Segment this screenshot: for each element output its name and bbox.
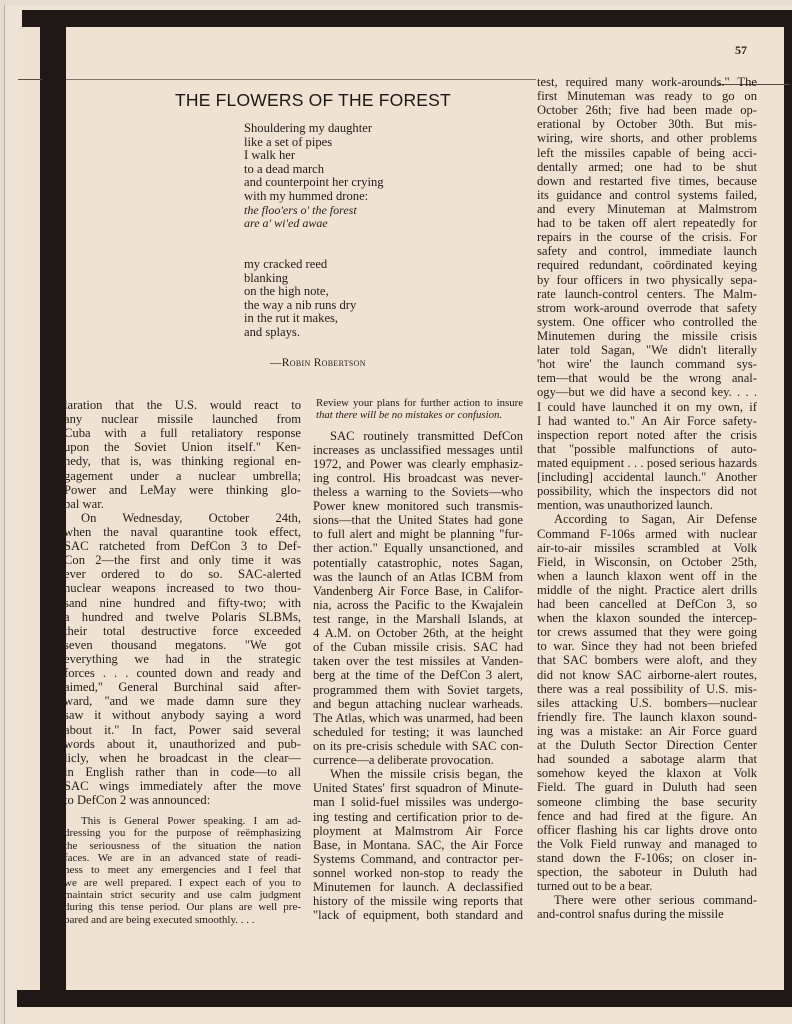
text-line: mated equipment . . . posed serious hazards bbox=[537, 455, 757, 470]
text-line: the Volk Field runway and managed to bbox=[537, 836, 757, 851]
text-line: ing control. His broadcast was never- bbox=[313, 470, 523, 485]
text-line: rate launch-control centers. The Malm- bbox=[537, 286, 757, 301]
text-line: when a launch klaxon went off in the bbox=[537, 568, 757, 583]
text-line: sand nine hundred and fifty-two; with bbox=[64, 595, 301, 610]
text-line: words about it, unauthorized and pub- bbox=[64, 736, 301, 751]
text-line: to full alert and might be planning "fur- bbox=[313, 527, 523, 542]
text-line: I could have launched it on my own, if bbox=[537, 399, 757, 414]
text-line: somehow keyed the klaxon at Volk bbox=[537, 766, 757, 781]
text-line: nia, across the Pacific to the Kwajalein bbox=[313, 597, 523, 612]
text-line: nuclear weapons increased to two thou- bbox=[64, 581, 301, 596]
text-line: test range, in the Marshall Islands, at bbox=[313, 612, 523, 627]
text-line: air-to-air missiles scrambled at Volk bbox=[537, 540, 757, 555]
text-line: [including] accidental launch." Another bbox=[537, 470, 757, 485]
scan-rule bbox=[18, 79, 42, 80]
poem-line: in the rut it makes, bbox=[244, 311, 339, 326]
text-line: first Minuteman was ready to go on bbox=[537, 89, 757, 104]
article-text bbox=[64, 398, 301, 807]
text-line: by four officers in two physically sepa- bbox=[537, 272, 757, 287]
text-line: ther action." Equally unsanctioned, and bbox=[313, 541, 523, 556]
text-line: to war. Since they had not been briefed bbox=[537, 639, 757, 654]
text-line: 1972, and Power was clearly emphasiz- bbox=[313, 456, 523, 471]
stanza-break bbox=[244, 244, 524, 258]
text-line: and begun attaching nuclear warheads. bbox=[313, 696, 523, 711]
text-line: someone climbing the base security bbox=[537, 794, 757, 809]
text-line: Systems Command, and contractor per- bbox=[313, 851, 523, 866]
text-line: Field, in Wisconsin, on October 25th, bbox=[537, 554, 757, 569]
text-line: about it." In fact, Power said several bbox=[64, 722, 301, 737]
article-text bbox=[537, 75, 757, 922]
text-line: when the naval quarantine took effect, bbox=[64, 524, 301, 539]
text-line: pared and are being executed smoothly. . . . bbox=[64, 913, 255, 926]
poem-line: with my hummed drone: bbox=[244, 188, 369, 203]
text-line: 4 A.M. on October 26th, at the height bbox=[313, 626, 523, 641]
poem-line: the floo'ers o' the forest bbox=[244, 202, 357, 217]
poem-line: to a dead march bbox=[244, 161, 325, 176]
frame-top-bar bbox=[22, 10, 792, 27]
text-line: Minutemen for launch. A declassified bbox=[313, 880, 523, 895]
text-line: sions—that the United States had gone bbox=[313, 513, 523, 528]
text-line: potentially catastrophic, notes Sagan, bbox=[313, 555, 523, 570]
poem-line: Shouldering my daughter bbox=[244, 121, 373, 135]
text-line: there was a real possibility of U.S. mis- bbox=[537, 681, 757, 696]
scan-rule bbox=[66, 79, 536, 80]
text-line: dentally armed; one had to be shut bbox=[537, 159, 757, 174]
frame-bottom-bar bbox=[17, 990, 792, 1007]
text-line: Power and LeMay were thinking glo- bbox=[64, 482, 301, 497]
text-line: fence and had fired at the figure. An bbox=[537, 808, 757, 823]
text-line: that SAC bombers were aloft, and they bbox=[537, 653, 757, 668]
text-line: possibility, which the inspectors did not bbox=[537, 484, 757, 499]
text-line: stand down the F-106s; on closer in- bbox=[537, 851, 757, 866]
text-line: had to be taken off alert repeatedly for bbox=[537, 216, 757, 231]
text-line: a hundred and twelve Polaris SLBMs, bbox=[64, 609, 301, 624]
text-line: middle of the night. Practice alert drills bbox=[537, 582, 757, 597]
text-line: and every Minuteman at Malmstrom bbox=[537, 201, 757, 216]
text-line: maintain strict security and use calm judgment bbox=[64, 888, 301, 901]
text-line: I had wanted to." An Air Force safety- bbox=[537, 413, 757, 428]
text-line: The Atlas, which was unarmed, had been bbox=[313, 710, 523, 725]
text-line: berg at the time of the DefCon 3 alert, bbox=[313, 668, 523, 683]
text-line: down and restarted five times, because bbox=[537, 173, 757, 188]
text-line: ward, "and we made damn sure they bbox=[64, 694, 301, 709]
poem-line: blanking bbox=[244, 270, 289, 285]
poem-line: the way a nib runs dry bbox=[244, 297, 357, 312]
text-line: dressing you for the purpose of reëmphasizing bbox=[64, 827, 301, 840]
text-line: that there will be no mistakes or confusion. bbox=[316, 409, 503, 422]
poem-line: like a set of pipes bbox=[244, 134, 333, 149]
article-column-middle bbox=[313, 397, 523, 922]
text-line: when the klaxon sounded the intercep- bbox=[537, 611, 757, 626]
text-line: ness to meet any emergencies and I feel that bbox=[64, 864, 301, 877]
text-line: we are well prepared. I expect each of you to bbox=[64, 876, 301, 889]
text-line: later told Sagan, "We didn't literally bbox=[537, 343, 757, 358]
text-line: gagement under a nuclear umbrella; bbox=[64, 468, 301, 483]
text-line: October 26th; five had been made op- bbox=[537, 103, 757, 118]
text-line: ever ordered to do so. SAC-alerted bbox=[64, 567, 301, 582]
text-line: SAC ratcheted from DefCon 3 to Def- bbox=[64, 539, 301, 554]
text-line: upon the Soviet Union itself." Ken- bbox=[64, 440, 301, 455]
text-line: friendly fire. The launch klaxon sound- bbox=[537, 709, 757, 724]
text-line: tor crews assumed that they were going bbox=[537, 625, 757, 640]
text-line: "lack of equipment, both standard and bbox=[313, 908, 523, 923]
text-line: mention, was unauthorized launch. bbox=[537, 498, 713, 513]
text-line: did not know SAC airborne-alert routes, bbox=[537, 667, 757, 682]
text-line: ogy—but we did have a second key. . . . bbox=[537, 385, 757, 400]
article-text bbox=[313, 429, 523, 923]
poem-line: and splays. bbox=[244, 324, 300, 339]
text-line: system. One officer who controlled the bbox=[537, 314, 757, 329]
text-line: SAC wings immediately after the move bbox=[64, 778, 301, 793]
text-line: Base, in Montana. SAC, the Air Force bbox=[313, 837, 523, 852]
text-line: faces. We are in an advanced state of readi- bbox=[64, 852, 301, 865]
text-line: scheduled for testing; it was launched bbox=[313, 724, 523, 739]
text-line: siles attacking U.S. bombers—nuclear bbox=[537, 695, 757, 710]
poem-body bbox=[244, 122, 524, 340]
text-line: Command F-106s armed with nuclear bbox=[537, 526, 757, 541]
text-line: any nuclear missile launched from bbox=[64, 412, 301, 427]
text-line: erational by October 30th. But mis- bbox=[537, 117, 757, 132]
text-line: on its pre-crisis schedule with SAC con- bbox=[313, 739, 523, 753]
text-line: at the Duluth Sector Direction Center bbox=[537, 738, 757, 753]
text-line: Review your plans for further action to insure bbox=[316, 397, 523, 409]
text-line: man I solid-fuel missiles was undergo- bbox=[313, 795, 523, 810]
text-line: during this tense period. Our plans are well pre- bbox=[64, 901, 301, 914]
text-line: sonnel worked non-stop to ready the bbox=[313, 865, 523, 880]
text-line: There were other serious command- bbox=[554, 893, 757, 908]
text-line: turned out to be a bear. bbox=[537, 879, 653, 894]
text-line: According to Sagan, Air Defense bbox=[554, 512, 757, 527]
block-quote bbox=[64, 815, 301, 926]
text-line: to DefCon 2 was announced: bbox=[64, 793, 211, 808]
text-line: strom work-around overrode that safety bbox=[537, 300, 757, 315]
poem-line: are a' wi'ed awae bbox=[244, 216, 328, 231]
text-line: left the missiles capable of being acci- bbox=[537, 145, 757, 160]
text-line: Con 2—the first and only time it was bbox=[64, 553, 301, 568]
poem-line: on the high note, bbox=[244, 284, 329, 299]
text-line: Field. The guard in Duluth had seen bbox=[537, 780, 757, 795]
text-line: Vandenberg Air Force Base, in Califor- bbox=[313, 583, 523, 598]
text-line: officer flashing his car lights drove onto bbox=[537, 822, 757, 837]
text-line: On Wednesday, October 24th, bbox=[81, 510, 301, 525]
text-line: its guidance and control systems failed, bbox=[537, 187, 757, 202]
text-line: SAC routinely transmitted DefCon bbox=[330, 428, 523, 443]
article-column-left bbox=[64, 398, 301, 926]
text-line: 'hot wire' the launch command sys- bbox=[537, 357, 757, 372]
text-line: bal war. bbox=[64, 496, 104, 511]
page-number: 57 bbox=[735, 43, 747, 57]
article-column-right bbox=[537, 75, 757, 922]
text-line: Power knew monitored such transmis- bbox=[313, 499, 523, 514]
text-line: everything we had in the strategic bbox=[64, 651, 301, 666]
text-line: of the Cuban missile crisis. SAC had bbox=[313, 640, 523, 655]
text-line: their total destructive force exceeded bbox=[64, 623, 301, 638]
text-line: increases as unclassified messages until bbox=[313, 442, 523, 457]
frame-right-bar bbox=[784, 10, 792, 1007]
block-quote-continued bbox=[316, 397, 523, 422]
poem-line: I walk her bbox=[244, 148, 296, 163]
text-line: saw it without anybody saying a word bbox=[64, 708, 301, 723]
text-line: licly, when he broadcast in the clear— bbox=[64, 750, 301, 765]
text-line: taken over the test missiles at Vanden- bbox=[313, 654, 523, 669]
poem-author: —Robin Robertson bbox=[270, 357, 366, 369]
poem-title: THE FLOWERS OF THE FOREST bbox=[175, 90, 451, 110]
text-line: Minutemen during the missile crisis bbox=[537, 328, 757, 343]
text-line: repairs in the course of the crisis. For bbox=[537, 230, 757, 245]
stanza-break bbox=[244, 231, 524, 245]
text-line: currence—a deliberate provocation. bbox=[313, 753, 494, 768]
text-line: was the launch of an Atlas ICBM from bbox=[313, 569, 523, 584]
text-line: theless a warning to the Soviets—who bbox=[313, 485, 523, 500]
text-line: ing was a mistake: an Air Force guard bbox=[537, 724, 757, 739]
text-line: Cuba with a full retaliatory response bbox=[64, 426, 301, 441]
frame-left-bar bbox=[40, 10, 66, 1005]
text-line: This is General Power speaking. I am ad- bbox=[81, 815, 301, 828]
text-line: had been cancelled at DefCon 3, so bbox=[537, 597, 757, 612]
text-line: test, required many work-arounds." The bbox=[537, 75, 757, 89]
text-line: had sounded a sabotage alarm that bbox=[537, 752, 757, 767]
text-line: the seriousness of the situation the nation bbox=[64, 839, 301, 852]
text-line: When the missile crisis began, the bbox=[330, 767, 523, 782]
text-line: that "possible malfunctions of auto- bbox=[537, 441, 757, 456]
text-line: and-control snafus during the missile bbox=[537, 907, 724, 922]
text-line: tem—that would be the wrong anal- bbox=[537, 371, 757, 386]
text-line: history of the missile wing reports that bbox=[313, 894, 523, 909]
text-line: seven thousand megatons. "We got bbox=[64, 637, 301, 652]
text-line: required redundant, coördinated keying bbox=[537, 258, 757, 273]
text-line: United States' first squadron of Minute- bbox=[313, 781, 523, 796]
text-line: laration that the U.S. would react to bbox=[64, 398, 301, 412]
text-line: spection, the saboteur in Duluth had bbox=[537, 865, 757, 880]
text-line: in English rather than in code—to all bbox=[64, 764, 301, 779]
text-line: ployment at Malmstrom Air Force bbox=[313, 823, 523, 838]
text-line: wiring, wire shorts, and other problems bbox=[537, 131, 757, 146]
poem-line: my cracked reed bbox=[244, 256, 328, 271]
poem-line: and counterpoint her crying bbox=[244, 175, 384, 190]
text-line: safety and control, immediate launch bbox=[537, 244, 757, 259]
text-line: ing testing and certification prior to de- bbox=[313, 809, 523, 824]
text-line: inspection report noted after the crisis bbox=[537, 427, 757, 442]
text-line: forces . . . counted down and ready and bbox=[64, 666, 301, 681]
text-line: aimed," General Burchinal said after- bbox=[64, 680, 301, 695]
text-line: programmed them with Soviet targets, bbox=[313, 682, 523, 697]
text-line: nedy, that is, was thinking regional en- bbox=[64, 454, 301, 469]
